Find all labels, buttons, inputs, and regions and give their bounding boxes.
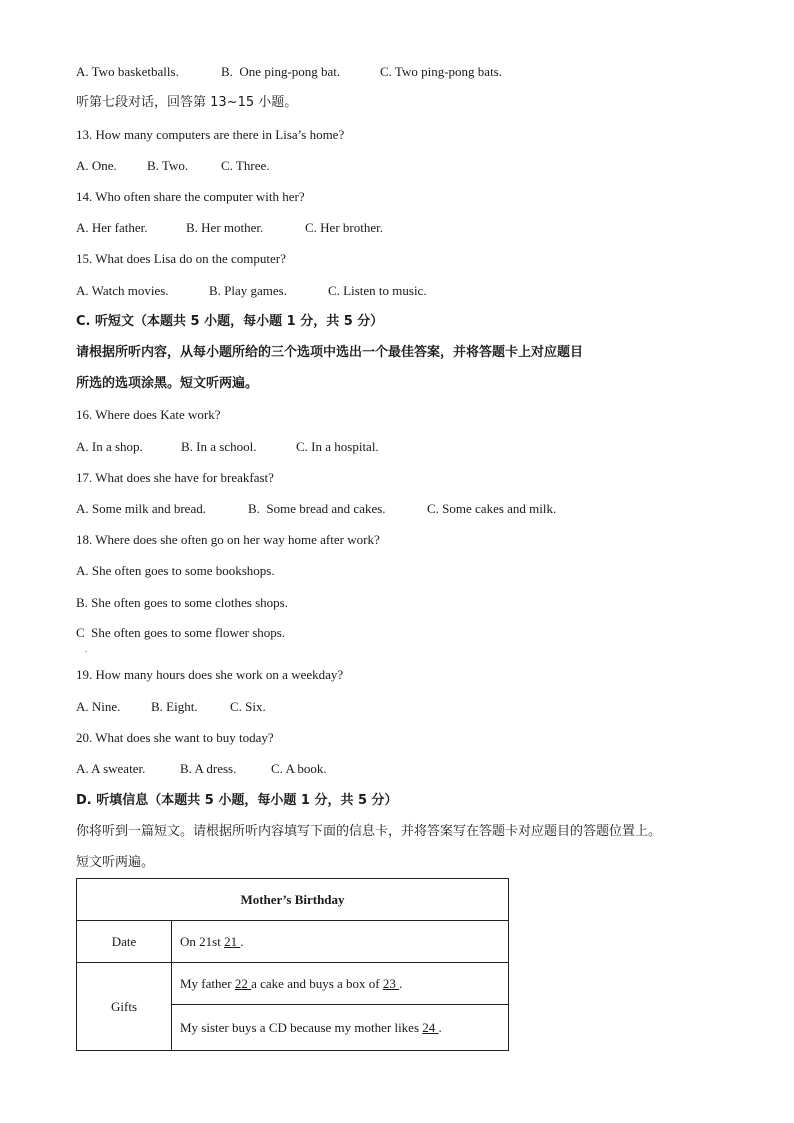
- gift1-text-b: a cake and buys a box of: [251, 975, 383, 991]
- section-c-instruction-2: 所选的选项涂黑。短文听两遍。: [76, 376, 259, 391]
- q17-text: 17. What does she have for breakfast?: [76, 470, 274, 485]
- q18-option-a: A. She often goes to some bookshops.: [76, 563, 275, 578]
- q15-option-a: A. Watch movies.: [76, 283, 169, 298]
- date-label: Date: [77, 921, 172, 963]
- q14-option-b: B. Her mother.: [186, 220, 264, 235]
- q14-option-c: C. Her brother.: [305, 220, 383, 235]
- section-c-instruction-1: 请根据所听内容，从每小题所给的三个选项中选出一个最佳答案，并将答题卡上对应题目: [76, 345, 584, 360]
- section-d-instruction-1: 你将听到一篇短文。请根据所听内容填写下面的信息卡，并将答案写在答题卡对应题目的答题位置上。: [76, 824, 662, 839]
- q19-option-a: A. Nine.: [76, 699, 121, 714]
- gift1-text-a: My father: [180, 975, 235, 991]
- q12-option-c: C. Two ping-pong bats.: [380, 64, 502, 79]
- date-prefix: On 21st: [180, 933, 225, 949]
- q13-option-c: C. Three.: [221, 158, 270, 173]
- blank-22: 22: [234, 975, 252, 991]
- q13-option-b: B. Two.: [147, 158, 189, 173]
- gift2-text-a: My sister buys a CD because my mother likes: [180, 1019, 423, 1035]
- gift2-cell: [172, 1005, 509, 1051]
- gifts-label: Gifts: [77, 963, 172, 1051]
- section-d-instruction-2: 短文听两遍。: [76, 855, 155, 870]
- q16-option-a: A. In a shop.: [76, 439, 143, 454]
- date-suffix: .: [240, 933, 244, 949]
- q19-option-c: C. Six.: [230, 699, 266, 714]
- q15-option-c: C. Listen to music.: [328, 283, 427, 298]
- q13-option-a: A. One.: [76, 158, 117, 173]
- q20-text: 20. What does she want to buy today?: [76, 730, 274, 745]
- dialog7-instruction: 听第七段对话，回答第 13~15 小题。: [76, 95, 298, 110]
- q18-option-c: C She often goes to some flower shops.: [76, 625, 286, 640]
- info-card-table: [76, 878, 509, 1051]
- q17-option-c: C. Some cakes and milk.: [427, 501, 557, 516]
- info-card-title: Mother’s Birthday: [77, 879, 509, 921]
- section-c-heading: C. 听短文（本题共 5 小题，每小题 1 分，共 5 分）: [76, 314, 384, 329]
- q15-option-b: B. Play games.: [209, 283, 287, 298]
- q17-option-b: B. Some bread and cakes.: [248, 501, 386, 516]
- q16-option-c: C. In a hospital.: [296, 439, 379, 454]
- date-cell: [172, 921, 509, 963]
- q15-text: 15. What does Lisa do on the computer?: [76, 251, 286, 266]
- blank-23: 23: [382, 975, 400, 991]
- blank-21: 21: [224, 933, 241, 949]
- q16-option-b: B. In a school.: [181, 439, 257, 454]
- q12-option-b: B. One ping-pong bat.: [221, 64, 341, 79]
- q14-option-a: A. Her father.: [76, 220, 148, 235]
- q20-option-b: B. A dress.: [180, 761, 237, 776]
- q20-option-a: A. A sweater.: [76, 761, 146, 776]
- stray-dot: .: [85, 645, 87, 654]
- section-d-heading: D. 听填信息（本题共 5 小题，每小题 1 分，共 5 分）: [76, 793, 398, 808]
- q16-text: 16. Where does Kate work?: [76, 407, 221, 422]
- q18-text: 18. Where does she often go on her way home after work?: [76, 532, 380, 547]
- q14-text: 14. Who often share the computer with her?: [76, 189, 305, 204]
- q17-option-a: A. Some milk and bread.: [76, 501, 206, 516]
- q12-option-a: A. Two basketballs.: [76, 64, 179, 79]
- q20-option-c: C. A book.: [271, 761, 327, 776]
- q18-option-b: B. She often goes to some clothes shops.: [76, 595, 288, 610]
- q13-text: 13. How many computers are there in Lisa’s home?: [76, 127, 345, 142]
- q19-option-b: B. Eight.: [151, 699, 198, 714]
- gift2-text-b: .: [438, 1019, 442, 1035]
- gift1-text-c: .: [399, 975, 403, 991]
- q19-text: 19. How many hours does she work on a weekday?: [76, 667, 344, 682]
- gift1-cell: [172, 963, 509, 1005]
- blank-24: 24: [422, 1019, 439, 1035]
